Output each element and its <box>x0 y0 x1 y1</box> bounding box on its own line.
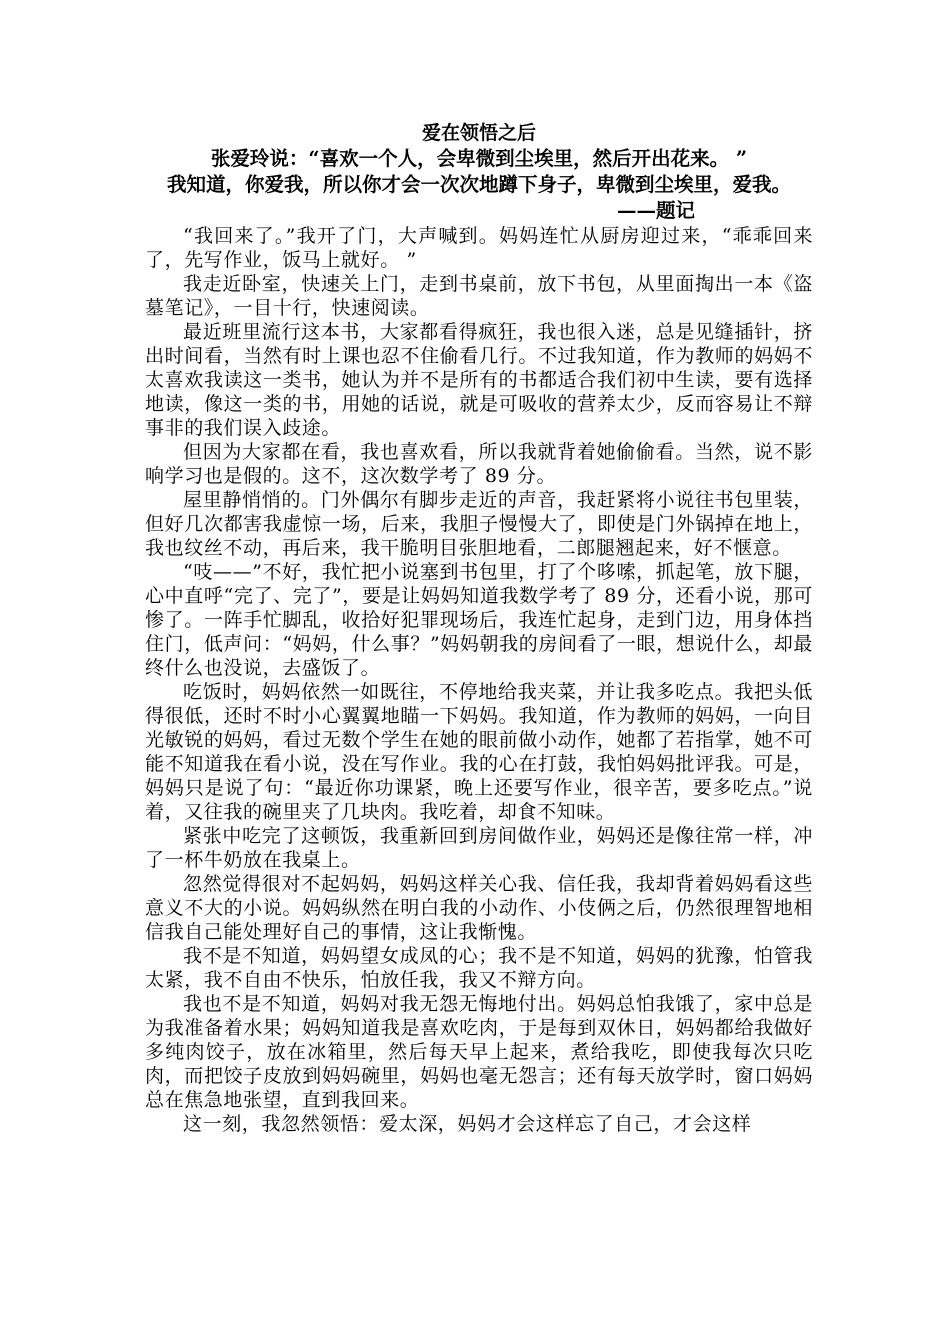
paragraph: 但因为大家都在看，我也喜欢看，所以我就背着她偷偷看。当然，说不影响学习也是假的。这不，这次数学考了 89 分。 <box>145 441 813 487</box>
paragraph: 屋里静悄悄的。门外偶尔有脚步走近的声音，我赶紧将小说往书包里装，但好几次都害我虚惊一场，后来，我胆子慢慢大了，即使是门外锅掉在地上，我也纹丝不动，再后来，我干脆明目张胆地看，二郎腿翘起来，好不惬意。 <box>145 489 813 559</box>
epigraph-line-2: 我知道，你爱我，所以你才会一次次地蹲下身子，卑微到尘埃里，爱我。 <box>166 173 791 196</box>
paragraph: 我也不是不知道，妈妈对我无怨无悔地付出。妈妈总怕我饿了，家中总是为我准备着水果；妈妈知道我是喜欢吃肉，于是每到双休日，妈妈都给我做好多纯肉饺子，放在冰箱里，然后每天早上起来，煮给我吃，即使我每次只吃肉，而把饺子皮放到妈妈碗里，妈妈也毫无怨言；还有每天放学时，窗口妈妈总在焦急地张望，直到我回来。 <box>145 993 813 1111</box>
paragraph: 我不是不知道，妈妈望女成凤的心；我不是不知道，妈妈的犹豫，怕管我太紧，我不自由不快乐，怕放任我，我又不辩方向。 <box>145 945 813 991</box>
paragraph: 吃饭时，妈妈依然一如既往，不停地给我夹菜，并让我多吃点。我把头低得很低，还时不时小心翼翼地瞄一下妈妈。我知道，作为教师的妈妈，一向目光敏锐的妈妈，看过无数个学生在她的眼前做小动作，她都了若指掌，她不可能不知道我在看小说，没在写作业。我的心在打鼓，我怕妈妈批评我。可是，妈妈只是说了句：“最近你功课紧，晚上还要写作业，很辛苦，要多吃点。”说着，又往我的碗里夹了几块肉。我吃着，却食不知味。 <box>145 681 813 823</box>
paragraph: 我走近卧室，快速关上门，走到书桌前，放下书包，从里面掏出一本《盗墓笔记》，一目十行，快速阅读。 <box>145 273 813 319</box>
paragraph: “我回来了。”我开了门，大声喊到。妈妈连忙从厨房迎过来，“乖乖回来了，先写作业，饭马上就好。 ” <box>145 225 813 271</box>
essay-body <box>145 224 813 1136</box>
paragraph: 这一刻，我忽然领悟：爱太深，妈妈才会这样忘了自己，才会这样 <box>183 1113 752 1135</box>
paragraph: 最近班里流行这本书，大家都看得疯狂，我也很入迷，总是见缝插针，挤出时间看，当然有时上课也忍不住偷看几行。不过我知道，作为教师的妈妈不太喜欢我读这一类书，她认为并不是所有的书都适合我们初中生读，要有选择地读，像这一类的书，用她的话说，就是可吸收的营养太少，反而容易让不辩事非的我们误入歧途。 <box>145 321 813 439</box>
document-page <box>145 120 813 1136</box>
paragraph: 紧张中吃完了这顿饭，我重新回到房间做作业，妈妈还是像往常一样，冲了一杯牛奶放在我桌上。 <box>145 825 813 871</box>
epigraph-line-1: 张爱玲说：“喜欢一个人，会卑微到尘埃里，然后开出花来。 ” <box>210 147 748 170</box>
epigraph-signature: ——题记 <box>616 199 695 222</box>
paragraph: “吱——”不好，我忙把小说塞到书包里，打了个哆嗦，抓起笔，放下腿，心中直呼“完了、完了”，要是让妈妈知道我数学考了 89 分，还看小说，那可惨了。一阵手忙脚乱，收拾好犯罪现场后，我连忙起身，走到门边，用身体挡住门，低声问：“妈妈，什么事？”妈妈朝我的房间看了一眼，想说什么，却最终什么也没说，去盛饭了。 <box>145 561 813 679</box>
paragraph: 忽然觉得很对不起妈妈，妈妈这样关心我、信任我，我却背着妈妈看这些意义不大的小说。妈妈纵然在明白我的小动作、小伎俩之后，仍然很理智地相信我自己能处理好自己的事情，这让我惭愧。 <box>145 873 813 943</box>
essay-title: 爱在领悟之后 <box>421 122 536 144</box>
